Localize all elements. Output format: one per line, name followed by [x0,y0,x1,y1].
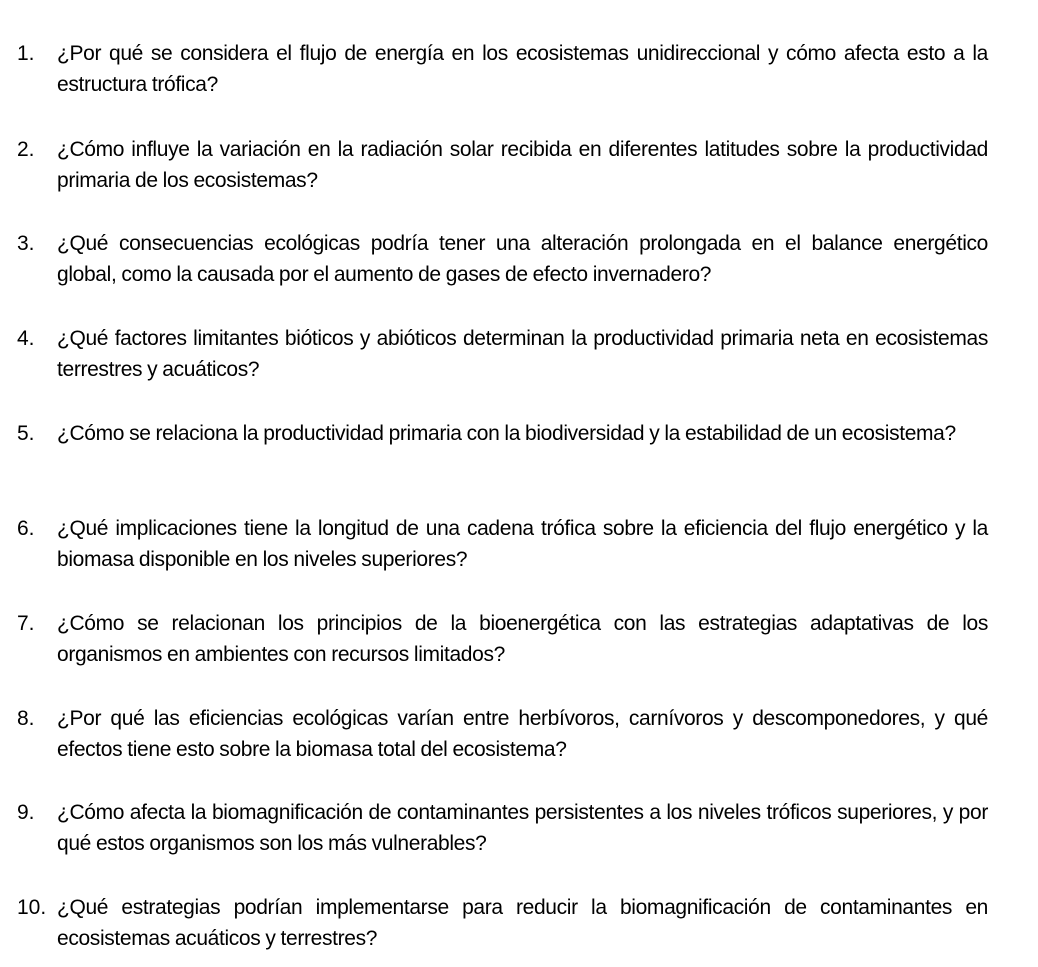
question-text: ¿Qué implicaciones tiene la longitud de una cadena trófica sobre la eficiencia del flujo energético y la biomasa disponible en los niveles superiores? [57,517,988,571]
question-item [0,38,1038,100]
question-item [0,892,1038,954]
question-text: ¿Cómo influye la variación en la radiación solar recibida en diferentes latitudes sobre la productividad primaria de los ecosistemas? [57,138,988,192]
question-number: 7. [17,612,35,635]
question-number: 3. [17,232,35,255]
question-number: 2. [17,138,35,161]
question-text: ¿Cómo se relacionan los principios de la bioenergética con las estrategias adaptativas de los organismos en ambientes con recursos limitados? [57,612,988,666]
question-number: 8. [17,707,35,730]
question-number: 6. [17,517,35,540]
question-text: ¿Cómo se relaciona la productividad primaria con la biodiversidad y la estabilidad de un ecosistema? [57,422,956,445]
question-number: 4. [17,327,35,350]
question-item [0,608,1038,670]
question-item [0,513,1038,575]
question-item [0,323,1038,385]
question-item [0,418,1038,480]
question-number: 5. [17,422,35,445]
question-text: ¿Por qué se considera el flujo de energía en los ecosistemas unidireccional y cómo afecta esto a la estructura trófica? [57,42,988,96]
question-text: ¿Qué estrategias podrían implementarse para reducir la biomagnificación de contaminantes en ecosistemas acuáticos y terrestres? [57,896,988,950]
question-number: 9. [17,801,35,824]
question-item [0,797,1038,859]
question-item [0,134,1038,196]
question-number: 1. [17,42,35,65]
question-item [0,228,1038,290]
question-item [0,703,1038,765]
question-text: ¿Cómo afecta la biomagnificación de contaminantes persistentes a los niveles tróficos superiores, y por qué estos organismos son los más vulnerables? [57,801,988,855]
question-number: 10. [17,896,47,919]
question-text: ¿Por qué las eficiencias ecológicas varían entre herbívoros, carnívoros y descomponedores, y qué efectos tiene esto sobre la biomasa total del ecosistema? [57,707,988,761]
question-text: ¿Qué factores limitantes bióticos y abióticos determinan la productividad primaria neta en ecosistemas terrestres y acuáticos? [57,327,988,381]
question-text: ¿Qué consecuencias ecológicas podría tener una alteración prolongada en el balance energético global, como la causada por el aumento de gases de efecto invernadero? [57,232,988,286]
